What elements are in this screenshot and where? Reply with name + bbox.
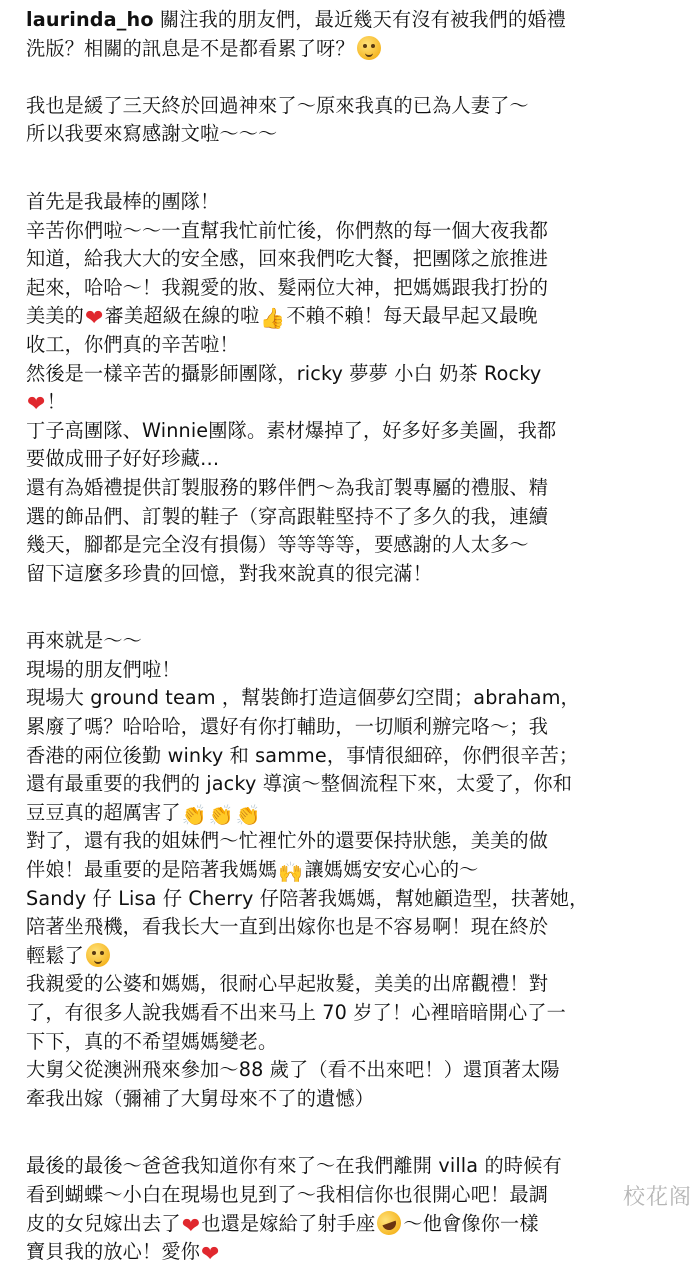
smiling-face-icon: [86, 943, 110, 967]
caption-text: 看到蝴蝶～小白在現場也見到了～我相信你也很開心吧！最調: [26, 1182, 549, 1206]
heart-icon: ❤: [201, 1242, 220, 1267]
caption-line: [26, 188, 684, 217]
caption-text: ！: [46, 390, 66, 414]
caption-line: [26, 627, 684, 656]
caption-text: 輕鬆了: [26, 943, 85, 967]
caption-text: 首先是我最棒的團隊！: [26, 189, 220, 213]
caption-line: [26, 245, 684, 274]
caption-line: [26, 1181, 684, 1210]
caption-line: [26, 885, 684, 914]
caption-text: 累廢了嗎？哈哈哈，還好有你打輔助，一切順利辦完咯～；我: [26, 715, 549, 739]
caption-line: [26, 970, 684, 999]
caption-text: 辛苦你們啦～～一直幫我忙前忙後，你們熬的每一個大夜我都: [26, 218, 549, 242]
caption-line: [26, 560, 684, 589]
caption-text: 下下，真的不希望媽媽變老。: [26, 1029, 278, 1053]
spacer: [26, 1113, 684, 1152]
caption-line: [26, 684, 684, 713]
caption-line: [26, 1056, 684, 1085]
caption-text: ～他會像你一樣: [403, 1211, 539, 1235]
caption-text: 起來，哈哈～！我親愛的妝、髮兩位大神，把媽媽跟我打扮的: [26, 275, 549, 299]
caption-line: [26, 913, 684, 942]
rolling-laughing-icon: [374, 1207, 405, 1238]
caption-line: [26, 6, 684, 35]
caption-text: 皮的女兒嫁出去了: [26, 1211, 181, 1235]
caption-text: 大舅父從澳洲飛來參加～88 歲了（看不出來吧！）還頂著太陽: [26, 1058, 560, 1082]
thumbs-up-icon: 👍: [260, 306, 286, 331]
caption-text: 收工，你們真的辛苦啦！: [26, 332, 239, 356]
caption-line: [26, 770, 684, 799]
caption-text: 然後是一樣辛苦的攝影師團隊，ricky 夢夢 小白 奶茶 Rocky: [26, 361, 542, 385]
caption-line: [26, 35, 684, 64]
caption-text: 關注我的朋友們，最近幾天有沒有被我們的婚禮: [159, 8, 566, 31]
caption-text: 還有為婚禮提供訂製服務的夥伴們～為我訂製專屬的禮服、精: [26, 475, 549, 499]
caption-line: [26, 656, 684, 685]
caption-text: 陪著坐飛機，看我长大一直到出嫁你也是不容易啊！現在終於: [26, 915, 549, 939]
smiling-face-icon: [357, 36, 381, 60]
caption-line: [26, 274, 684, 303]
username-link[interactable]: laurinda_ho: [26, 8, 154, 31]
caption-text: 現場大 ground team ，幫裝飾打造這個夢幻空間；abraham，: [26, 686, 580, 710]
clapping-hands-icon: 👏: [235, 802, 261, 827]
caption-line: [26, 417, 684, 446]
caption-line: [26, 474, 684, 503]
caption-text: 留下這麼多珍貴的回憶，對我來說真的很完滿！: [26, 561, 433, 585]
caption-text: 對了，還有我的姐妹們～忙裡忙外的還要保持狀態，美美的做: [26, 829, 549, 853]
caption-text: 不賴不賴！每天最早起又最晚: [286, 304, 538, 328]
caption-line: [26, 531, 684, 560]
caption-text: 幾天，腳都是完全沒有損傷）等等等等，要感謝的人太多～: [26, 533, 529, 557]
caption-text: 最後的最後～爸爸我知道你有來了～在我們離開 villa 的時候有: [26, 1154, 562, 1178]
heart-icon: ❤: [85, 306, 104, 332]
caption-line: [26, 217, 684, 246]
caption-text: 伴娘！最重要的是陪著我媽媽: [26, 858, 278, 882]
caption-line: [26, 799, 684, 828]
caption-line: [26, 120, 684, 149]
caption-text: 知道，給我大大的安全感，回來我們吃大餐，把團隊之旅推进: [26, 247, 549, 271]
caption-line: [26, 331, 684, 360]
caption-line: [26, 302, 684, 331]
caption-line: [26, 445, 684, 474]
caption-line: [26, 92, 684, 121]
caption-line: [26, 827, 684, 856]
caption-line: [26, 856, 684, 885]
spacer: [26, 149, 684, 188]
caption-text: 豆豆真的超厲害了: [26, 800, 181, 824]
heart-icon: ❤: [181, 1213, 201, 1239]
caption-text: 再來就是～～: [26, 629, 143, 653]
caption-line: [26, 1210, 684, 1239]
caption-line: [26, 1152, 684, 1181]
caption-line: [26, 1085, 684, 1114]
caption-text: 所以我要來寫感謝文啦～～～: [26, 122, 278, 146]
spacer: [26, 588, 684, 627]
caption-text: 丁子高團隊、Winnie團隊。素材爆掉了，好多好多美圖，我都: [26, 418, 557, 442]
clapping-hands-icon: 👏: [208, 802, 234, 827]
caption-text: 洗版？相關的訊息是不是都看累了呀？: [26, 36, 355, 60]
heart-icon: ❤: [27, 392, 46, 418]
caption-text: 寶貝我的放心！愛你: [26, 1240, 201, 1264]
clapping-hands-icon: 👏: [181, 802, 207, 827]
caption-text: 我親愛的公婆和媽媽，很耐心早起妝髮，美美的出席觀禮！對: [26, 972, 549, 996]
caption-text: 美美的: [26, 304, 85, 328]
caption-line: [26, 388, 684, 417]
caption-text: 現場的朋友們啦！: [26, 657, 181, 681]
caption-text: 審美超級在線的啦: [104, 304, 260, 328]
caption-text: 牽我出嫁（彌補了大舅母來不了的遺憾）: [26, 1086, 375, 1110]
watermark-logo: 校花阁: [622, 1185, 692, 1210]
caption-text: 選的飾品們、訂製的鞋子（穿高跟鞋堅持不了多久的我，連續: [26, 504, 549, 528]
caption-line: [26, 742, 684, 771]
caption-text: 要做成冊子好好珍藏…: [26, 447, 220, 471]
post-caption: [26, 6, 684, 1267]
caption-line: [26, 1238, 684, 1267]
caption-text: 我也是緩了三天終於回過神來了～原來我真的已為人妻了～: [26, 93, 529, 117]
caption-text: 了，有很多人說我媽看不出来马上 70 岁了！心裡暗暗開心了一: [26, 1001, 566, 1024]
caption-text: 也還是嫁給了射手座: [201, 1211, 376, 1235]
caption-text: 香港的兩位後勤 winky 和 samme，事情很細碎，你們很辛苦；: [26, 743, 579, 767]
raising-hands-icon: 🙌: [278, 860, 304, 885]
caption-text: Sandy 仔 Lisa 仔 Cherry 仔陪著我媽媽，幫她顧造型，扶著她，: [26, 886, 589, 910]
spacer: [26, 63, 684, 92]
caption-line: [26, 1028, 684, 1057]
caption-line: [26, 360, 684, 389]
caption-text: 還有最重要的我們的 jacky 導演～整個流程下來，太愛了，你和: [26, 772, 573, 796]
caption-line: [26, 942, 684, 971]
caption-line: [26, 713, 684, 742]
caption-text: 讓媽媽安安心心的～: [304, 858, 479, 882]
caption-line: [26, 503, 684, 532]
caption-line: [26, 999, 684, 1028]
